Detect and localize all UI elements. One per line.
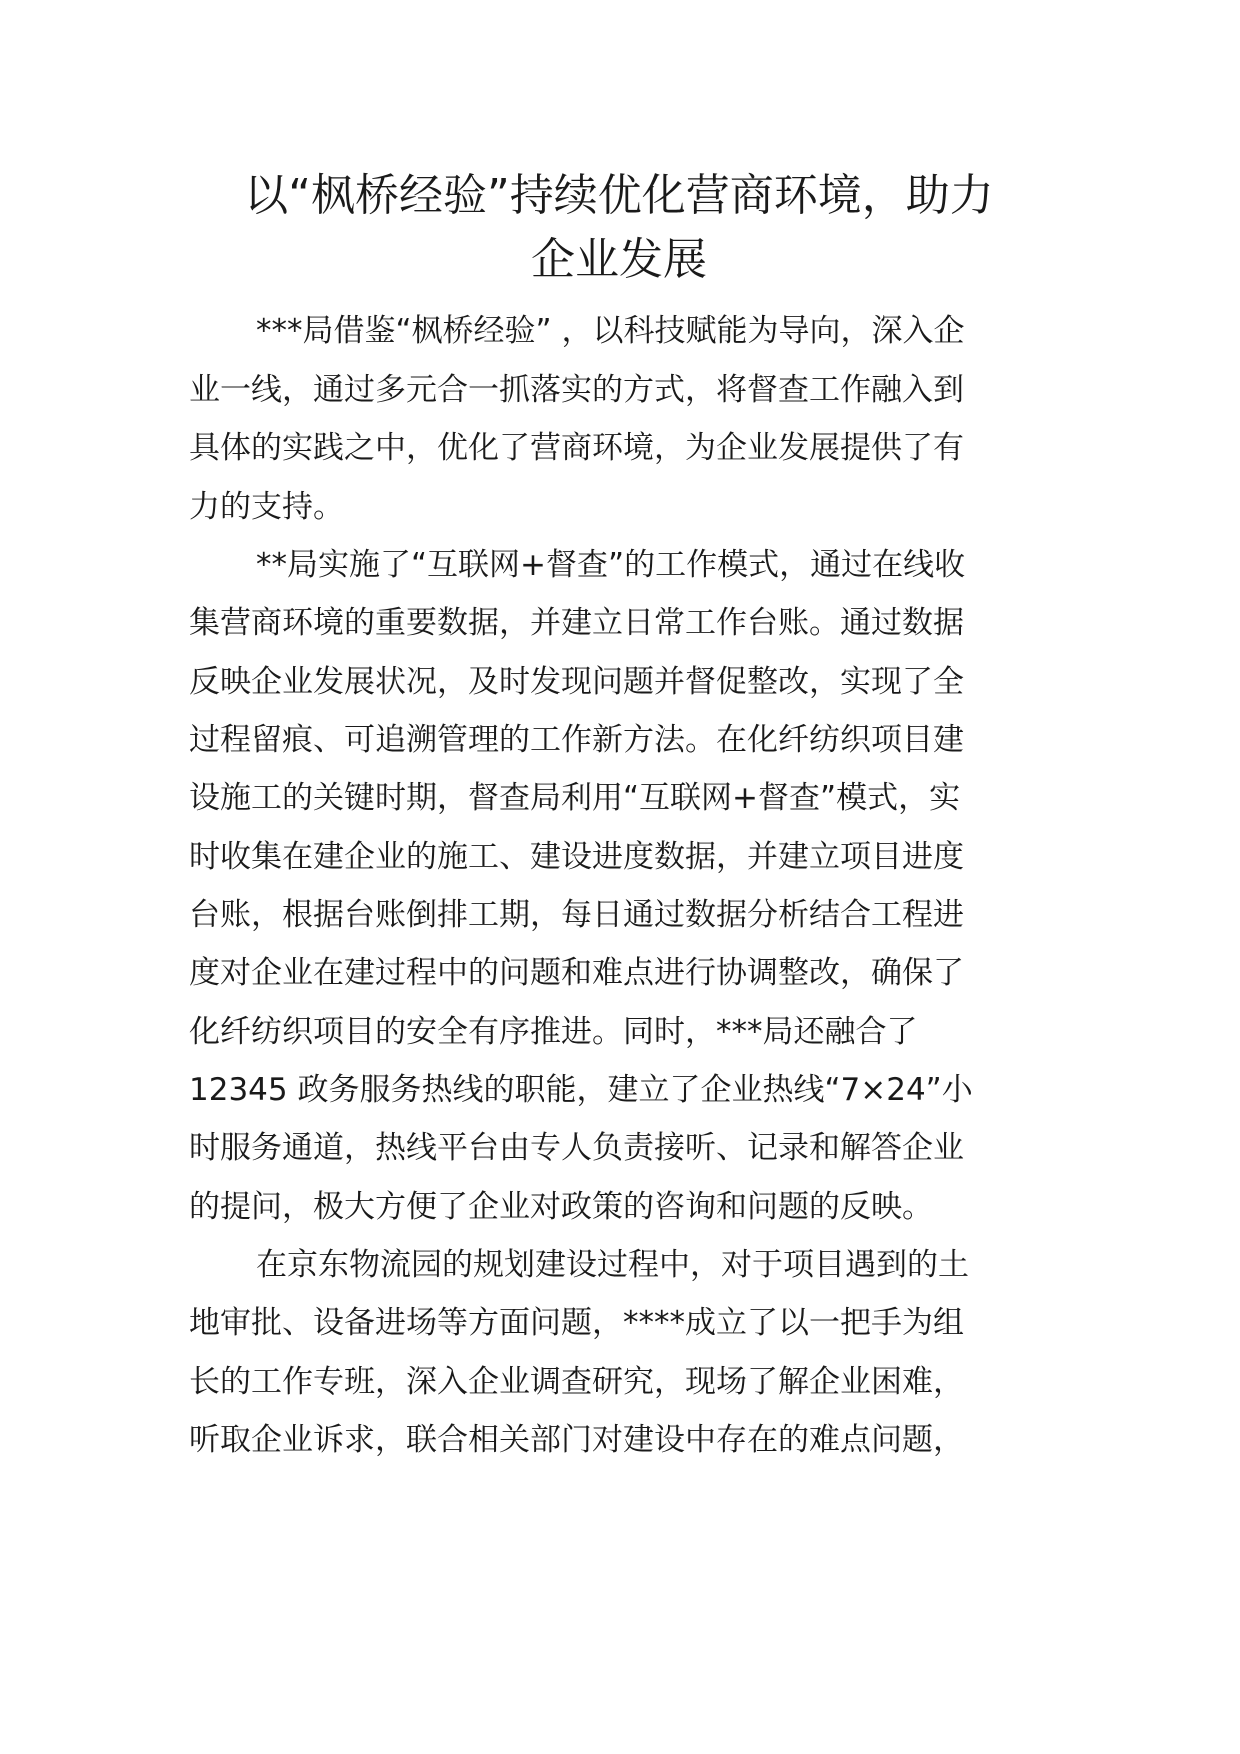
paragraph-2-line-6: 时收集在建企业的施工、建设进度数据，并建立项目进度 — [189, 839, 964, 875]
title-line-2: 企业发展 — [531, 234, 707, 285]
paragraph-2-line-11: 时服务通道，热线平台由专人负责接听、记录和解答企业 — [189, 1130, 964, 1166]
paragraph-2-line-1: **局实施了“互联网+督查”的工作模式，通过在线收 — [256, 547, 966, 583]
paragraph-1-line-3: 具体的实践之中，优化了营商环境，为企业发展提供了有 — [189, 430, 964, 466]
paragraph-1-line-2: 业一线，通过多元合一抓落实的方式，将督查工作融入到 — [189, 372, 964, 408]
paragraph-2-line-3: 反映企业发展状况，及时发现问题并督促整改，实现了全 — [189, 664, 964, 700]
paragraph-3-line-1: 在京东物流园的规划建设过程中，对于项目遇到的土 — [256, 1247, 969, 1283]
paragraph-2-line-10: 12345 政务服务热线的职能，建立了企业热线“7×24”小 — [189, 1072, 973, 1108]
paragraph-2-line-9: 化纤纺织项目的安全有序推进。同时，***局还融合了 — [189, 1014, 918, 1050]
document-title — [189, 164, 1049, 292]
title-line-1: 以“枫桥经验”持续优化营商环境，助力 — [244, 170, 994, 221]
paragraph-2-line-7: 台账，根据台账倒排工期，每日通过数据分析结合工程进 — [189, 897, 964, 933]
paragraph-2-line-5: 设施工的关键时期，督查局利用“互联网+督查”模式，实 — [189, 780, 961, 816]
paragraph-3-line-4: 听取企业诉求，联合相关部门对建设中存在的难点问题， — [189, 1422, 964, 1458]
paragraph-2-line-8: 度对企业在建过程中的问题和难点进行协调整改，确保了 — [189, 955, 964, 991]
paragraph-3-line-2: 地审批、设备进场等方面问题，****成立了以一把手为组 — [189, 1305, 964, 1341]
paragraph-1-line-4: 力的支持。 — [189, 489, 344, 525]
paragraph-1-line-1: ***局借鉴“枫桥经验” ，以科技赋能为导向，深入企 — [256, 313, 965, 349]
paragraph-3-line-3: 长的工作专班，深入企业调查研究，现场了解企业困难， — [189, 1364, 964, 1400]
paragraph-2-line-2: 集营商环境的重要数据，并建立日常工作台账。通过数据 — [189, 605, 964, 641]
paragraph-2-line-4: 过程留痕、可追溯管理的工作新方法。在化纤纺织项目建 — [189, 722, 964, 758]
paragraph-2-line-12: 的提问，极大方便了企业对政策的咨询和问题的反映。 — [189, 1189, 933, 1225]
